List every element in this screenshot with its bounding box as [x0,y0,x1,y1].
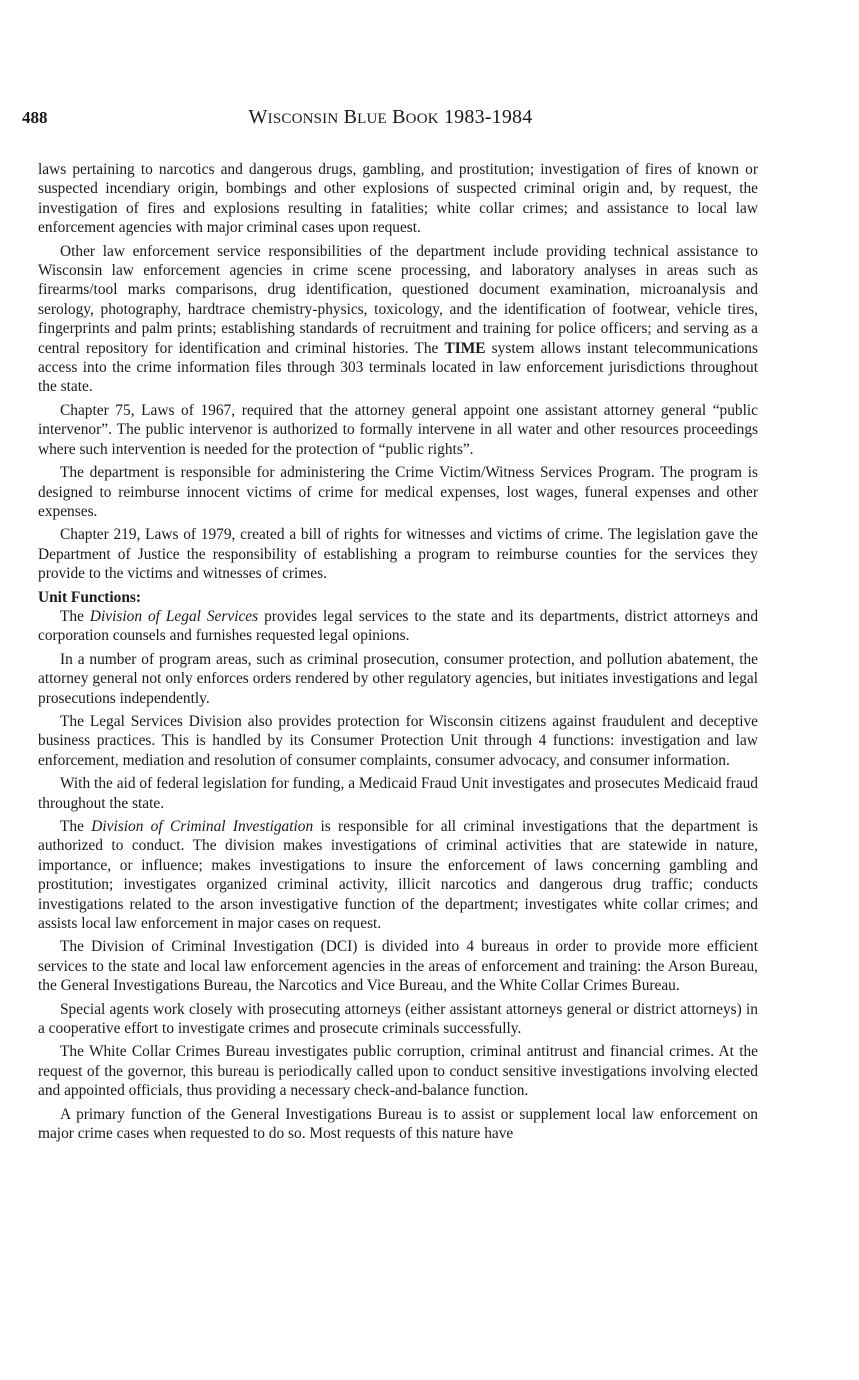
p10-text-b: is responsible for all criminal investigations that the department is authorized to conduct. The division makes investigations of criminal activities that are statewide in nature, importance, or influence; makes investigations to insure the enforcement of laws concerning gambling and prostitution; investigates organized criminal activity, illicit narcotics and dangerous drug traffic; conducts investigations related to the arson investigative function of the department; investigates white collar crimes; and assists local law enforcement in major cases on request. [38,818,759,933]
p6-text-b: provides legal services to the state and its departments, district attorneys and corporation counsels and furnishes requested legal opinions. [38,607,759,645]
title-initial-b1: B [343,106,358,128]
time-acronym: TIME [444,339,486,357]
title-initial-b2: B [392,106,406,128]
p2-text-a: Other law enforcement service responsibilities of the department include providing technical assistance to Wisconsin law enforcement agencies in crime scene processing, and laboratory analyses in areas such as firearms/tool marks comparisons, drug identification, questioned document examination, microanalysis and serology, photography, hardtrace chemistry-physics, toxicology, and the identification of footwear, vehicle tires, fingerprints and palm prints; establishing standards of recruitment and training for police officers; and serving as a central repository for identification and criminal histories. The [38,242,758,357]
paragraph-dci-bureaus: The Division of Criminal Investigation (DCI) is divided into 4 bureaus in order to provide more efficient services to the state and local law enforcement agencies in the areas of enforcement and training: the Arson Bureau, the General Investigations Bureau, the Narcotics and Vice Bureau, and the White Collar Crimes Bureau. [38,938,758,995]
page-number: 488 [22,108,48,127]
paragraph-special-agents: Special agents work closely with prosecuting attorneys (either assistant attorneys general or district attorneys) in a cooperative effort to investigate crimes and prosecute criminals successfully. [38,1000,758,1038]
paragraph-criminal-investigation [38,817,758,933]
unit-functions-heading: Unit Functions: [38,588,142,606]
paragraph-program-areas: In a number of program areas, such as criminal prosecution, consumer protection, and pollution abatement, the attorney general not only enforces orders rendered by other regulatory agencies, but initiates investigations and legal prosecutions independently. [38,650,758,707]
paragraph-victim-witness-program: The department is responsible for administering the Crime Victim/Witness Services Program. The program is designed to reimburse innocent victims of crime for medical expenses, lost wages, funeral expenses and other expenses. [38,464,758,520]
p10-text-a: The [60,818,92,835]
page-header [22,108,759,138]
paragraph-medicaid-fraud: With the aid of federal legislation for funding, a Medicaid Fraud Unit investigates and prosecutes Medicaid fraud throughout the state. [38,775,758,812]
division-criminal-investigation: Division of Criminal Investigation [91,818,314,835]
running-title [22,106,759,129]
title-years: 1983-1984 [443,106,533,128]
paragraph-legal-services [38,607,758,646]
paragraph-public-intervenor: Chapter 75, Laws of 1967, required that the attorney general appoint one assistant attorney general “public intervenor”. The public intervenor is authorized to formally intervene in all water and other resources proceedings where such intervention is needed for the protection of “public rights”. [38,401,758,458]
paragraph-law-enforcement-services [38,242,758,397]
title-rest-ook: OOK [405,111,439,127]
title-initial-w: W [248,106,268,128]
p6-text-a: The [60,607,90,625]
body-text [38,160,758,1148]
title-rest-lue: LUE [357,111,387,127]
paragraph-consumer-protection: The Legal Services Division also provides protection for Wisconsin citizens against fraudulent and deceptive business practices. This is handled by its Consumer Protection Unit through 4 functions: investigation and law enforcement, mediation and resolution of consumer complaints, consumer advocacy, and consumer information. [38,712,758,769]
paragraph-chapter-219: Chapter 219, Laws of 1979, created a bill of rights for witnesses and victims of crime. The legislation gave the Department of Justice the responsibility of establishing a program to reimburse counties for the services they provide to the victims and witnesses of crimes. [38,526,758,583]
p2-text-b: system allows instant telecommunications access into the crime information files through 303 terminals located in law enforcement jurisdictions throughout the state. [38,339,758,396]
paragraph-general-investigations: A primary function of the General Investigations Bureau is to assist or supplement local law enforcement on major crime cases when requested to do so. Most requests of this nature have [38,1105,758,1143]
title-rest-isconsin: ISCONSIN [267,111,339,127]
paragraph-white-collar: The White Collar Crimes Bureau investigates public corruption, criminal antitrust and financial crimes. At the request of the governor, this bureau is periodically called upon to conduct sensitive investigations involving elected and appointed officials, thus providing a necessary check-and-balance function. [38,1043,758,1100]
paragraph-continued: laws pertaining to narcotics and dangerous drugs, gambling, and prostitution; investigation of fires of known or suspected incendiary origin, bombings and other explosions of suspected criminal origin and, by request, the investigation of fires and explosions resulting in fatalities; white collar crimes; and assistance to local law enforcement agencies with major criminal cases upon request. [38,161,758,237]
division-legal-services: Division of Legal Services [89,607,259,625]
